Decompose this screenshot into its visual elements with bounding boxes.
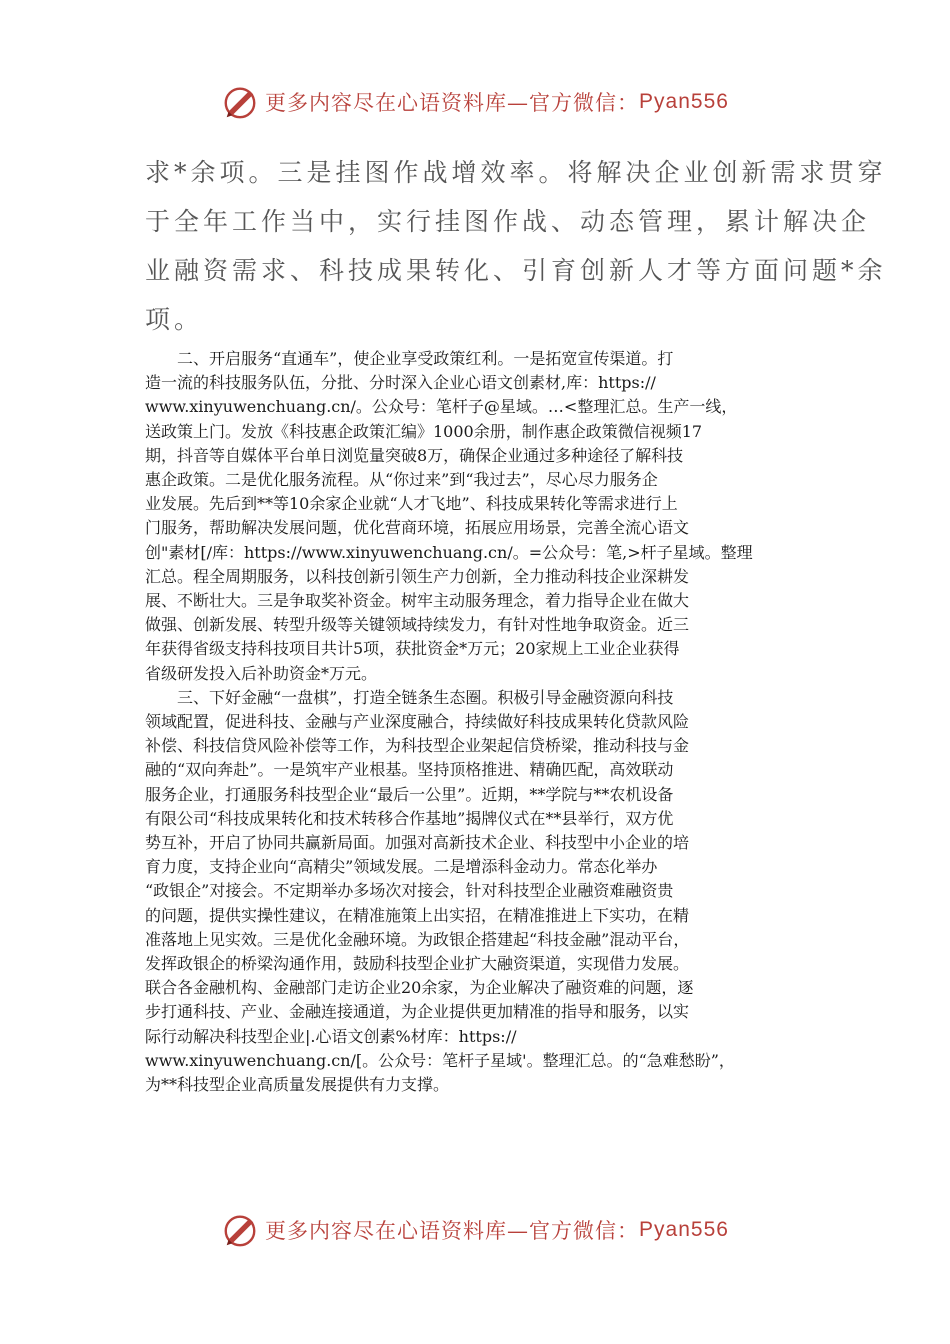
text-line: 业发展。先后到**等10余家企业就“人才飞地”、科技成果转化等需求进行上 (145, 494, 678, 514)
text-line: 二、开启服务“直通车”，使企业享受政策红利。一是拓宽宣传渠道。打 (145, 349, 674, 368)
text-line: 展、不断壮大。三是争取奖补资金。树牢主动服务理念，着力指导企业在做大 (145, 591, 690, 611)
text-line: “政银企”对接会。不定期举办多场次对接会，针对科技型企业融资难融资贵 (145, 881, 674, 901)
text-line: www.xinyuwenchuang.cn/[。公众号：笔杆子星域'。整理汇总。的“急难愁盼”， (145, 1050, 735, 1070)
text-line: 业融资需求、科技成果转化、引育创新人才等方面问题*余 (145, 256, 887, 285)
text-line: 步打通科技、产业、金融连接通道，为企业提供更加精准的指导和服务，以实 (145, 1002, 690, 1022)
text-line: 联合各金融机构、金融部门走访企业20余家，为企业解决了融资难的问题，逐 (145, 978, 694, 998)
text-line: 际行动解决科技型企业|.心语文创素%材库：https:// (145, 1026, 517, 1046)
text-line: 服务企业，打通服务科技型企业“最后一公里”。近期，**学院与**农机设备 (145, 784, 674, 804)
text-line: 求*余项。三是挂图作战增效率。将解决企业创新需求贯穿 (145, 158, 887, 187)
text-line: 发挥政银企的桥梁沟通作用，鼓励科技型企业扩大融资渠道，实现借力发展。 (145, 954, 690, 974)
wechat-id: Pyan556 (639, 1218, 729, 1241)
header-banner (0, 80, 950, 124)
pen-logo-icon (221, 83, 259, 121)
text-line: 送政策上门。发放《科技惠企政策汇编》1000余册，制作惠企政策微信视频17 (145, 421, 703, 441)
footer-banner (0, 1208, 950, 1252)
text-line: 三、下好金融“一盘棋”，打造全链条生态圈。积极引导金融资源向科技 (145, 687, 674, 707)
text-line: 项。 (145, 305, 204, 334)
intro-paragraph (145, 148, 887, 344)
text-line: 于全年工作当中，实行挂图作战、动态管理，累计解决企 (145, 207, 871, 236)
banner-text: 更多内容尽在心语资料库—官方微信： (265, 1219, 640, 1243)
document-body (145, 347, 810, 1097)
text-line: 补偿、科技信贷风险补偿等工作，为科技型企业架起信贷桥梁，推动科技与金 (145, 736, 690, 756)
text-line: 的问题，提供实操性建议，在精准施策上出实招，在精准推进上下实功，在精 (145, 905, 690, 925)
text-line: 期，抖音等自媒体平台单日浏览量突破8万，确保企业通过多种途径了解科技 (145, 445, 684, 465)
banner-text: 更多内容尽在心语资料库—官方微信： (265, 91, 640, 115)
text-line: 惠企政策。二是优化服务流程。从“你过来”到“我过去”，尽心尽力服务企 (145, 470, 658, 490)
text-line: 有限公司“科技成果转化和技术转移合作基地”揭牌仪式在**县举行，双方优 (145, 808, 674, 828)
text-line: 年获得省级支持科技项目共计5项，获批资金*万元；20家规上工业企业获得 (145, 639, 680, 659)
text-line: 育力度，支持企业向“高精尖”领域发展。二是增添科金动力。常态化举办 (145, 857, 658, 877)
text-line: 领域配置，促进科技、金融与产业深度融合，持续做好科技成果转化贷款风险 (145, 712, 690, 732)
pen-logo-icon (221, 1211, 259, 1249)
section-3-paragraph (145, 686, 810, 1097)
section-2-paragraph (145, 347, 810, 686)
text-line: 准落地上见实效。三是优化金融环境。为政银企搭建起“科技金融”混动平台， (145, 929, 690, 949)
text-line: 融的“双向奔赴”。一是筑牢产业根基。坚持顶格推进、精确匹配，高效联动 (145, 760, 674, 780)
wechat-id: Pyan556 (639, 90, 729, 113)
text-line: 汇总。程全周期服务，以科技创新引领生产力创新，全力推动科技企业深耕发 (145, 566, 690, 586)
text-line: 势互补，开启了协同共赢新局面。加强对高新技术企业、科技型中小企业的培 (145, 833, 690, 853)
text-line: 门服务，帮助解决发展问题，优化营商环境，拓展应用场景，完善全流心语文 (145, 518, 690, 538)
text-line: 省级研发投入后补助资金*万元。 (145, 663, 378, 683)
text-line: 创"素材[/库：https://www.xinyuwenchuang.cn/。=公众号：笔,>杆子星域。整理 (145, 542, 753, 562)
text-line: 造一流的科技服务队伍，分批、分时深入企业心语文创素材,库：https:// (145, 373, 656, 393)
text-line: 做强、创新发展、转型升级等关键领域持续发力，有针对性地争取资金。近三 (145, 615, 690, 635)
text-line: www.xinyuwenchuang.cn/。公众号：笔杆子@星域。…<整理汇总。生产一线， (145, 397, 738, 417)
text-line: 为**科技型企业高质量发展提供有力支撑。 (145, 1075, 450, 1095)
